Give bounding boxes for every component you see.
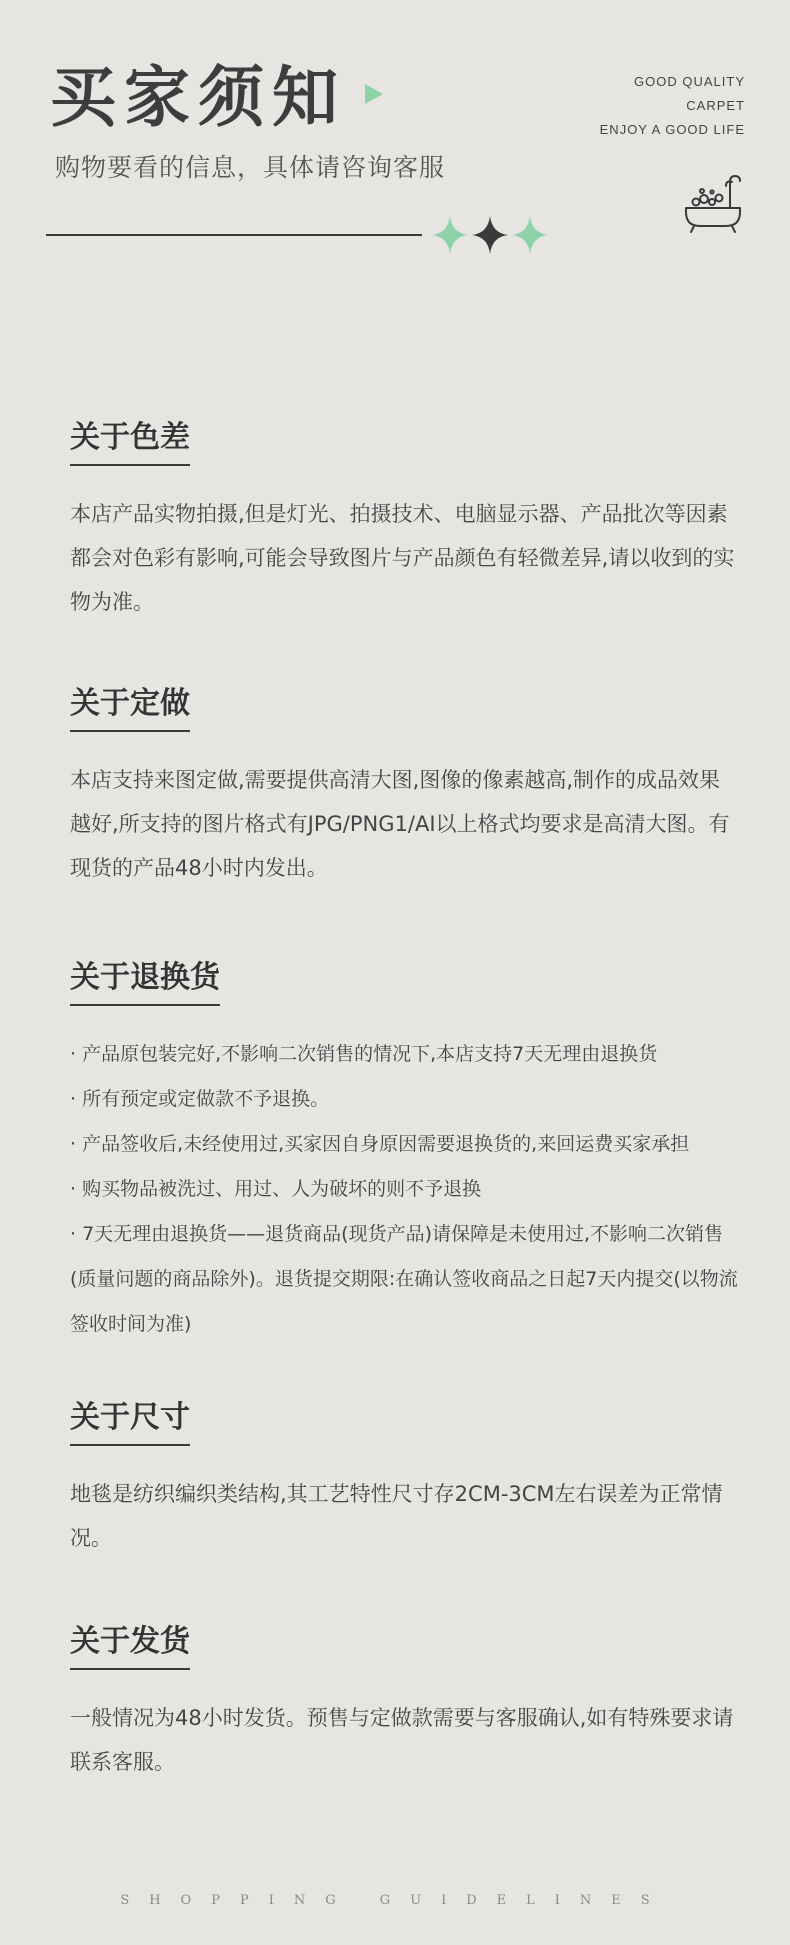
- section-body: 一般情况为48小时发货。预售与定做款需要与客服确认,如有特殊要求请联系客服。: [70, 1706, 734, 1774]
- page-title: 买家须知: [50, 59, 346, 136]
- list-item: · 7天无理由退换货——退货商品(现货产品)请保障是未使用过,不影响二次销售(质量问题的商品除外)。退货提交期限:在确认签收商品之日起7天内提交(以物流签收时间为准): [70, 1223, 738, 1335]
- section-body: 本店产品实物拍摄,但是灯光、拍摄技术、电脑显示器、产品批次等因素都会对色彩有影响,可能会导致图片与产品颜色有轻微差异,请以收到的实物为准。: [70, 502, 735, 614]
- section-color-difference: [70, 418, 740, 624]
- section-title: 关于尺寸: [70, 1398, 190, 1446]
- tagline-line-1: GOOD QUALITY: [634, 74, 745, 89]
- section-title: 关于退换货: [70, 958, 220, 1006]
- sparkle-stars-icon: [430, 212, 550, 258]
- brand-tagline: [600, 70, 745, 142]
- section-title: 关于定做: [70, 684, 190, 732]
- list-item: · 产品原包装完好,不影响二次销售的情况下,本店支持7天无理由退换货: [70, 1043, 658, 1065]
- list-item: · 所有预定或定做款不予退换。: [70, 1088, 330, 1110]
- bathtub-icon: [682, 172, 744, 236]
- section-body: 地毯是纺织编织类结构,其工艺特性尺寸存2CM-3CM左右误差为正常情况。: [70, 1482, 723, 1550]
- section-returns: [70, 958, 740, 1347]
- footer-text: SHOPPING GUIDELINES: [120, 1893, 670, 1908]
- section-shipping: [70, 1622, 740, 1784]
- section-size: [70, 1398, 740, 1560]
- section-custom-order: [70, 684, 740, 890]
- tagline-line-2: CARPET: [686, 98, 745, 113]
- header-divider: [46, 234, 422, 236]
- section-title: 关于色差: [70, 418, 190, 466]
- page-subtitle: 购物要看的信息，具体请咨询客服: [55, 153, 446, 182]
- section-body: 本店支持来图定做,需要提供高清大图,图像的像素越高,制作的成品效果越好,所支持的图片格式有JPG/PNG1/AI以上格式均要求是高清大图。有现货的产品48小时内发出。: [70, 768, 730, 880]
- tagline-line-3: ENJOY A GOOD LIFE: [599, 122, 745, 137]
- returns-list: [70, 1032, 740, 1347]
- play-icon: [365, 84, 383, 104]
- list-item: · 购买物品被洗过、用过、人为破坏的则不予退换: [70, 1178, 482, 1200]
- list-item: · 产品签收后,未经使用过,买家因自身原因需要退换货的,来回运费买家承担: [70, 1133, 690, 1155]
- section-title: 关于发货: [70, 1622, 190, 1670]
